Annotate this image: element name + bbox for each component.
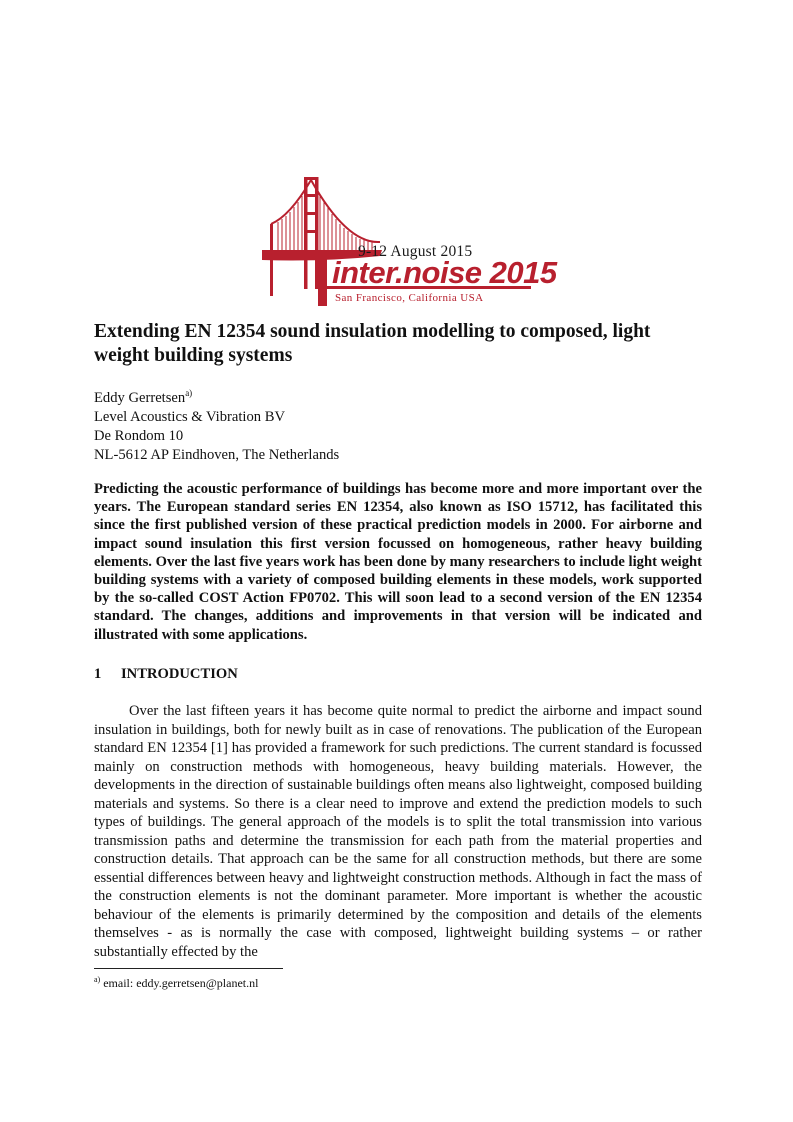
footnote-divider [94, 968, 283, 969]
author-name: Eddy Gerretsen [94, 390, 186, 406]
conference-location: San Francisco, California USA [335, 292, 484, 304]
section-number: 1 [94, 666, 102, 682]
footnote-email: email: eddy.gerretsen@planet.nl [100, 976, 259, 990]
conference-date: 9-12 August 2015 [358, 243, 473, 260]
abstract: Predicting the acoustic performance of buildings has become more and more important over the years. The European standard series EN 12354, also known as ISO 15712, has facilitated this since the first published version of these practical prediction models in 2000. For airborne and impact sound insulation this first version focussed on homogeneous, rather heavy building elements. Over the last five years work has been done by many researchers to include light weight building systems with a variety of composed building elements in these models, work supported by the so-called COST Action FP0702. This will soon lead to a second version of the EN 12354 standard. The changes, additions and improvements in that version will be indicated and illustrated with some applications. [94, 481, 702, 643]
author-footnote-marker: a) [185, 388, 193, 398]
author-block [94, 389, 594, 465]
author-line [94, 389, 594, 408]
conference-name: inter.noise 2015 [332, 255, 557, 290]
paper-title: Extending EN 12354 sound insulation modelling to composed, light weight building systems [94, 321, 651, 366]
introduction-paragraph: Over the last fifteen years it has become quite normal to predict the airborne and impact sound insulation in buildings, both for newly built as in case of renovations. The publication of the European standard EN 12354 [1] has provided a framework for such predictions. The current standard is focussed mainly on construction methods with homogeneous, heavy building materials. However, the developments in the direction of sustainable buildings often means also lightweight, composed building materials and systems. So there is a clear need to improve and extend the prediction models to such types of buildings. The general approach of the models is to split the total transmission into various transmission paths and determine the transmission for each path from the material properties and construction details. That approach can be the same for all construction methods, but there are some essential differences between heavy and lightweight construction methods. Although in fact the mass of the construction elements is not the dominant parameter. More important is whether the acoustic behaviour of the elements is primarily determined by the composition and details of the elements themselves - as is normally the case with composed, lightweight building systems – or rather substantially effected by the [94, 703, 702, 960]
conference-logo [262, 172, 557, 307]
footnote-marker: a) [94, 975, 101, 984]
author-street: De Rondom 10 [94, 428, 184, 444]
author-affiliation: Level Acoustics & Vibration BV [94, 409, 285, 425]
section-heading [94, 666, 702, 683]
author-city: NL-5612 AP Eindhoven, The Netherlands [94, 447, 340, 463]
footnote [94, 976, 594, 991]
section-title: INTRODUCTION [121, 666, 238, 682]
